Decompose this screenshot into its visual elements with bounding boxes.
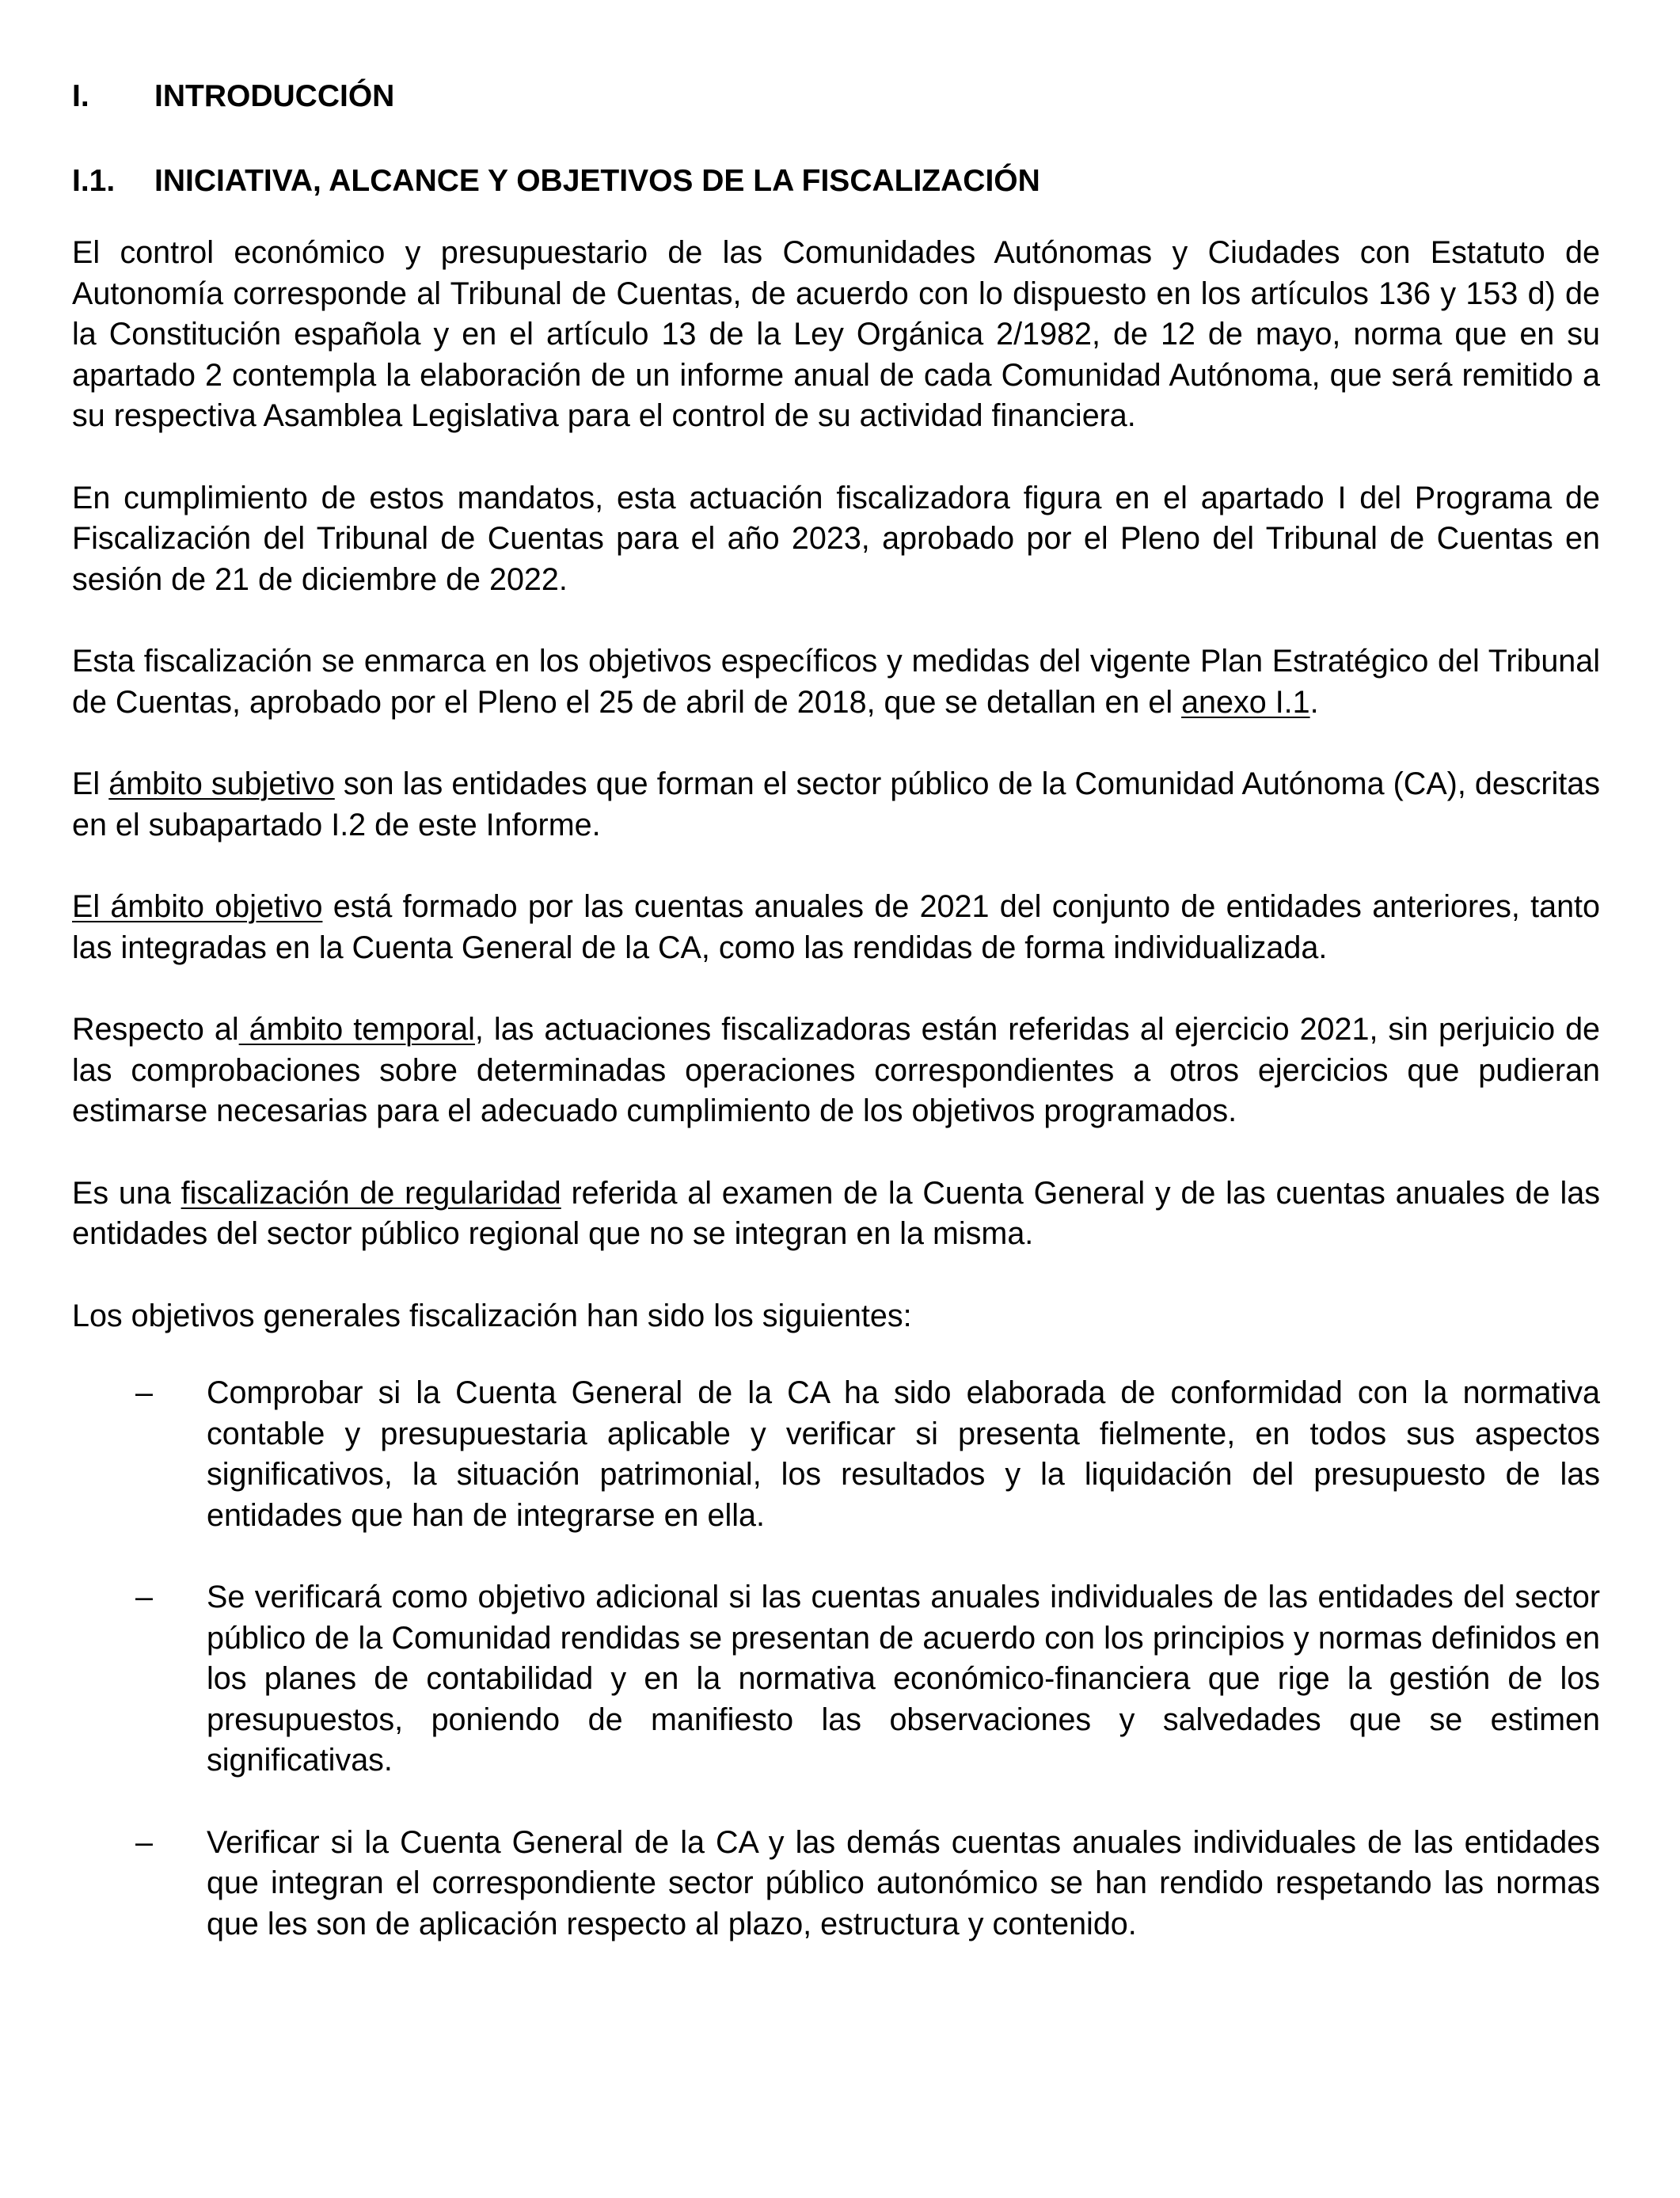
paragraph-text: El [72,766,109,801]
list-item-text: Comprobar si la Cuenta General de la CA ha sido elaborada de conformidad con la normativa contable y presupuestaria aplicable y verificar si presenta fielmente, en todos sus aspectos significativos, la situación patrimonial, los resultados y la liquidación del presupuesto de las entidades que han de integrarse en ella. [207,1375,1600,1533]
paragraph-text: , las actuaciones fiscalizadoras están referidas al ejercicio 2021, sin perjuicio de las comprobaciones sobre determinadas operaciones correspondientes a otros ejercicios que pudieran estimarse necesarias para el adecuado cumplimiento de los objetivos programados. [72,1012,1601,1128]
paragraph-text: . [1309,684,1319,720]
paragraph-text: está formado por las cuentas anuales de 2021 del conjunto de entidades anteriores, tanto las integradas en la Cuenta General de la CA, como las rendidas de forma individualizada. [72,889,1600,965]
section-heading [72,76,1600,117]
underlined-term: fiscalización de regularidad [181,1175,561,1211]
subsection-title: INICIATIVA, ALCANCE Y OBJETIVOS DE LA FISCALIZACIÓN [154,164,1040,198]
paragraph-text: referida al examen de la Cuenta General y de las cuentas anuales de las entidades del sector público regional que no se integran en la misma. [72,1175,1601,1251]
paragraph-ambito-temporal [72,1010,1600,1132]
underlined-term: ámbito subjetivo [108,766,335,801]
paragraph-plan-estrategico [72,641,1600,723]
list-item [72,1373,1600,1536]
paragraph-ambito-subjetivo [72,764,1600,846]
list-item-text: Verificar si la Cuenta General de la CA y las demás cuentas anuales individuales de las entidades que integran el correspondiente sector público autonómico se han rendido respetando las normas que les son de aplicación respecto al plazo, estructura y contenido. [207,1824,1600,1941]
section-title: INTRODUCCIÓN [154,79,395,113]
paragraph-text: Esta fiscalización se enmarca en los objetivos específicos y medidas del vigente Plan Estratégico del Tribunal de Cuentas, aprobado por el Pleno el 25 de abril de 2018, que se detallan en el [72,644,1600,720]
list-item-text: Se verificará como objetivo adicional si las cuentas anuales individuales de las entidades del sector público de la Comunidad rendidas se presentan de acuerdo con los principios y normas definidos en los planes de contabilidad y en la normativa económico-financiera que rige la gestión de los presupuestos, poniendo de manifiesto las observaciones y salvedades que se estimen significativas. [207,1580,1600,1778]
underlined-term: El ámbito objetivo [72,889,323,924]
paragraph-cumplimiento: En cumplimiento de estos mandatos, esta actuación fiscalizadora figura en el apartado I del Programa de Fiscalización del Tribunal de Cuentas para el año 2023, aprobado por el Pleno del Tribunal de Cuentas en sesión de 21 de diciembre de 2022. [72,480,1600,597]
objectives-list [72,1373,1600,1945]
paragraph-text: son las entidades que forman el sector público de la Comunidad Autónoma (CA), descritas en el subapartado I.2 de este Informe. [72,766,1600,842]
paragraph-objetivos-intro: Los objetivos generales fiscalización han sido los siguientes: [72,1298,912,1333]
list-item [72,1823,1600,1945]
section-number: I. [72,79,89,113]
paragraph-ambito-objetivo [72,887,1600,968]
dash-bullet: – [135,1824,153,1860]
paragraph-regularidad [72,1173,1600,1255]
subsection-heading [72,161,1600,202]
subsection-number: I.1. [72,164,116,198]
paragraph-control-economico: El control económico y presupuestario de las Comunidades Autónomas y Ciudades con Estatuto de Autonomía corresponde al Tribunal de Cuentas, de acuerdo con lo dispuesto en los artículos 136 y 153 d) de la Constitución española y en el artículo 13 de la Ley Orgánica 2/1982, de 12 de mayo, norma que en su apartado 2 contempla la elaboración de un informe anual de cada Comunidad Autónoma, que será remitido a su respectiva Asamblea Legislativa para el control de su actividad financiera. [72,235,1600,433]
paragraph-text: Respecto al [72,1012,239,1047]
anexo-link[interactable]: anexo I.1 [1181,684,1310,720]
document-page [72,76,1600,1986]
paragraph-text: Es una [72,1175,181,1211]
dash-bullet: – [135,1580,153,1614]
list-item [72,1577,1600,1782]
dash-bullet: – [135,1375,153,1410]
underlined-term: ámbito temporal [238,1012,475,1047]
